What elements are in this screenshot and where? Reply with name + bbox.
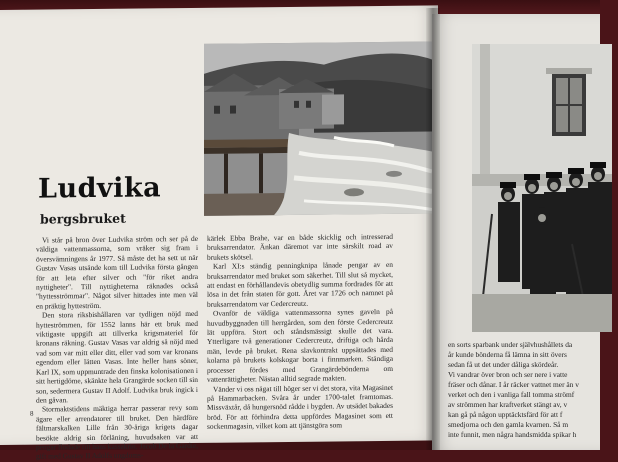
- paragraph: Vänder vi oss nägat till höger ser vi det stora, vita Magasinet på Hammarbacken. Svåra år under 1700-talet framtomas. Missväxtår, då hungersnöd rådde i bygden. Av utsädet bakades bröd. För att förhindra detta uppfördes Magasinet som ett sockenmagasin, vilket kom att tjänstgöra som: [207, 382, 393, 431]
- people-photo-image: [472, 44, 612, 332]
- paragraph: Karl XI:s ständig penningknipa lånade pengar av en bruksarrendator med bruket som säkerhet. Till slut så mycket, att endast en förhållandevis obetydlig summa fordrades för att lösa in det från staten för gott. Året var 1726 och namnet på bruksarrendatorn var Cedercreutz.: [207, 260, 393, 309]
- paragraph: Ovanför de väldiga vattenmassorna synes gaveln på huvudbyggnaden till herrgården, som den förste Cedercreutz lät uppföra. Stort och ståndsmässigt skulle det vara. Ytterligare två generationer Cedercreutz, driftiga och hårda män, levde på bruket. Rena slavkontrakt uppsättades med kolarna på brukets kolskogar borta i finnmarken. Ständiga processer fördes med Grangärdebönderna om vattenrättigheter. Nästan alltid segrade makten.: [207, 307, 393, 384]
- text-line: sedan få ut det under dåliga skördeår.: [448, 360, 559, 369]
- text-line: av strömmen har kraftverket stängt av, v: [448, 400, 568, 409]
- paragraph: kärlek Ebba Brahe, var en både skicklig och intresserad bruksarrendator. Änkan däremot var inte särskilt road av brukets skötsel.: [207, 231, 393, 262]
- right-page: [432, 14, 600, 450]
- flood-photo-image: [204, 41, 432, 215]
- flood-photo: [204, 41, 432, 215]
- page-subtitle: bergsbruket: [40, 210, 126, 227]
- text-line: år kunde bönderna få lämna in sitt övers: [448, 350, 567, 359]
- text-column-1: [36, 234, 198, 461]
- text-column-2: [207, 232, 393, 431]
- left-page: [0, 5, 438, 461]
- book-gutter: [426, 8, 440, 450]
- text-line: inte funnit, men några handsmidda spikar h: [448, 430, 577, 439]
- text-line: Vi vandrar över bron och ser nere i vatte: [448, 370, 568, 379]
- text-line: smedjorna och den gamla kvarnen. Så m: [448, 420, 569, 429]
- page-number: 8: [30, 409, 34, 418]
- text-line: verket och den i vanliga fall tomma strömf: [448, 390, 575, 399]
- text-line: kan gå på någon upptäcktsfärd för att f: [448, 410, 563, 419]
- paragraph: Vi står på bron över Ludvika ström och ser på de väldiga vattenmassorna, som vräker sig fram i översvämningens år 1977. Så måste det ha sett ut när Gustav Vasas utsände kom till Ludvika första gången för att leta efter silver och "för riket andra nyttigheter". Till nyttigheterna räknades också "hyttesströmmar". Något silver hittades inte men väl en präktig hytteström.: [36, 233, 198, 311]
- paragraph: Stormaktstidens mäktiga herrar passerar revy som ägare eller arrendatorer till bruket. Den härdföre fältmarskalken Lille från 30-åriga krigets dagar besökte aldrig sin förläning, huvudsaken var att pengar flödade till hans kassakrin. Jacob De la Gardie, gift med Gustav II Adolfs ungdoms-: [36, 403, 198, 461]
- text-column-3: [448, 340, 618, 440]
- text-line: en sorts sparbank under självhushållets da: [448, 340, 573, 349]
- page-title: Ludvika: [38, 172, 162, 205]
- text-line: fräser och dånar. I år räcker vattnet mer än v: [448, 380, 579, 389]
- people-photo: [472, 44, 612, 332]
- paragraph: Den stora riksbishållaren var tydligen nöjd med hytteströmmen, för 1552 lanns här ett bruk med viktigaste uppgift att tillverka krigsmateriel för kronans räkning. Gustav Vasas var aldrig så nöjd med vad som var mitt eller ditt, eller vad som var kronans egendom eller lätten Vasas. Inte heller hans söner, Karl IX, som uppmuntrade den finska kolonisationen i sitt hertigdöme, skänkte hela Grangärde socken till sin son, sedermera Gustav II Adolf. Ludvika bruk ingick i den gåvan.: [36, 309, 198, 405]
